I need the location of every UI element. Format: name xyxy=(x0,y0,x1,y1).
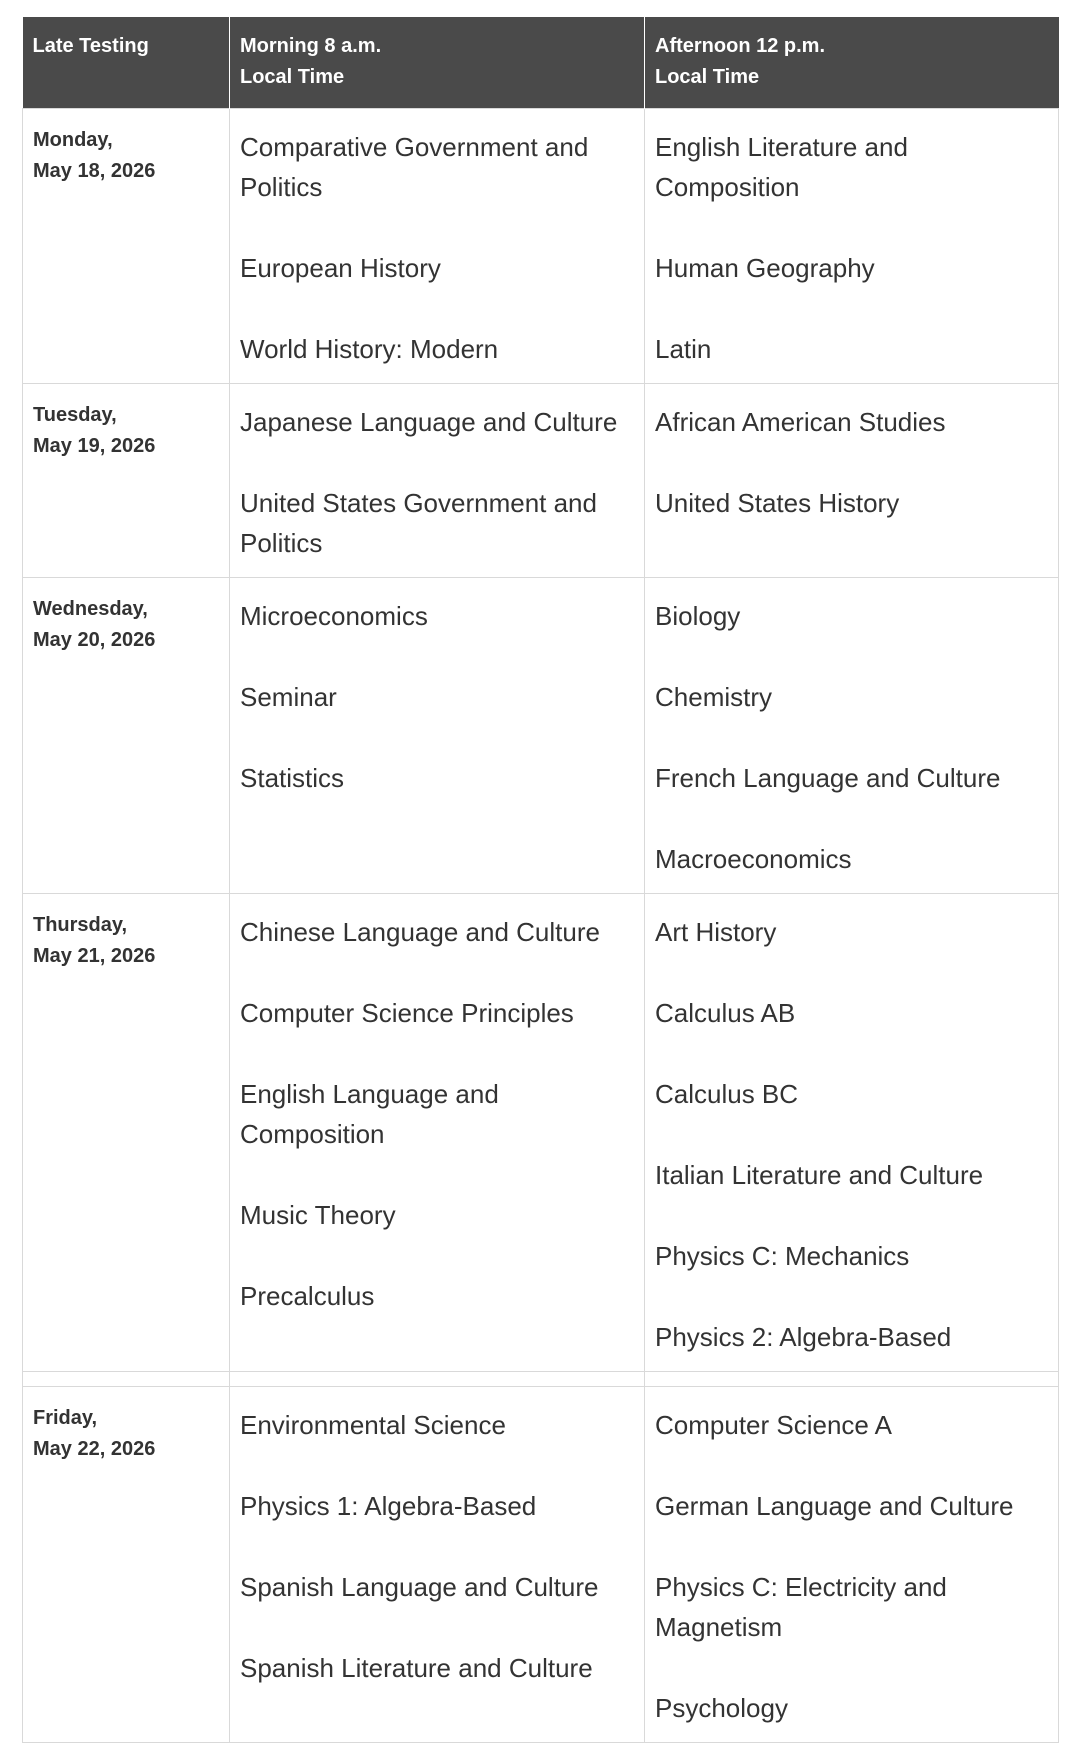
header-afternoon-local: Local Time xyxy=(655,66,760,88)
header-morning xyxy=(230,17,645,109)
exam-item: Physics C: Electricity and Magnetism xyxy=(655,1572,947,1642)
exam-item: Japanese Language and Culture xyxy=(240,407,618,437)
exam-item: Statistics xyxy=(240,763,345,793)
afternoon-exams-cell xyxy=(645,894,1059,1372)
day-date: May 21, 2026 xyxy=(33,945,156,967)
exam-item: Comparative Government and Politics xyxy=(240,132,589,202)
exam-item: English Literature and Composition xyxy=(655,132,908,202)
exam-item: Physics C: Mechanics xyxy=(655,1241,910,1271)
day-cell xyxy=(23,1387,230,1743)
exam-item: Calculus AB xyxy=(655,998,796,1028)
exam-item: United States History xyxy=(655,488,900,518)
spacer-cell xyxy=(23,1372,230,1387)
exam-item: Italian Literature and Culture xyxy=(655,1160,984,1190)
exam-item: Human Geography xyxy=(655,253,875,283)
day-cell xyxy=(23,578,230,894)
exam-item: African American Studies xyxy=(655,407,946,437)
morning-exams-cell xyxy=(230,109,645,384)
exam-item: Art History xyxy=(655,917,777,947)
exam-item: Macroeconomics xyxy=(655,844,852,874)
exam-item: Chemistry xyxy=(655,682,773,712)
exam-item: Precalculus xyxy=(240,1281,375,1311)
exam-item: Seminar xyxy=(240,682,337,712)
exam-item: United States Government and Politics xyxy=(240,488,597,558)
table-row-friday xyxy=(23,1387,1059,1743)
morning-exams-cell xyxy=(230,894,645,1372)
exam-item: Microeconomics xyxy=(240,601,428,631)
day-cell xyxy=(23,894,230,1372)
day-date: May 19, 2026 xyxy=(33,435,156,457)
exam-item: English Language and Composition xyxy=(240,1079,499,1149)
afternoon-exams-cell xyxy=(645,578,1059,894)
table-spacer-row xyxy=(23,1372,1059,1387)
header-morning-time: Morning 8 a.m. xyxy=(240,35,382,57)
header-late-testing-label: Late Testing xyxy=(32,35,149,57)
exam-item: Spanish Literature and Culture xyxy=(240,1653,593,1683)
header-late-testing xyxy=(23,17,230,109)
table-row-wednesday xyxy=(23,578,1059,894)
exam-item: Environmental Science xyxy=(240,1410,506,1440)
exam-item: Calculus BC xyxy=(655,1079,799,1109)
exam-item: World History: Modern xyxy=(240,334,499,364)
table-row-tuesday xyxy=(23,384,1059,578)
exam-item: German Language and Culture xyxy=(655,1491,1014,1521)
exam-item: Latin xyxy=(655,334,712,364)
afternoon-exams-cell xyxy=(645,109,1059,384)
exam-item: Chinese Language and Culture xyxy=(240,917,600,947)
late-testing-schedule-table xyxy=(22,17,1059,1743)
spacer-cell xyxy=(645,1372,1059,1387)
day-date: May 18, 2026 xyxy=(33,160,156,182)
day-cell xyxy=(23,109,230,384)
spacer-cell xyxy=(230,1372,645,1387)
exam-item: European History xyxy=(240,253,441,283)
header-afternoon xyxy=(645,17,1059,109)
exam-item: Computer Science Principles xyxy=(240,998,574,1028)
day-name: Thursday, xyxy=(33,914,128,936)
table-header-row xyxy=(23,17,1059,109)
exam-item: Music Theory xyxy=(240,1200,396,1230)
table-row-thursday xyxy=(23,894,1059,1372)
day-cell xyxy=(23,384,230,578)
afternoon-exams-cell xyxy=(645,1387,1059,1743)
day-date: May 22, 2026 xyxy=(33,1438,156,1460)
morning-exams-cell xyxy=(230,578,645,894)
header-afternoon-time: Afternoon 12 p.m. xyxy=(655,35,826,57)
header-morning-local: Local Time xyxy=(240,66,345,88)
afternoon-exams-cell xyxy=(645,384,1059,578)
day-name: Monday, xyxy=(33,129,113,151)
day-date: May 20, 2026 xyxy=(33,629,156,651)
exam-item: Physics 2: Algebra-Based xyxy=(655,1322,952,1352)
morning-exams-cell xyxy=(230,1387,645,1743)
exam-item: Physics 1: Algebra-Based xyxy=(240,1491,537,1521)
day-name: Wednesday, xyxy=(33,598,148,620)
day-name: Tuesday, xyxy=(33,404,117,426)
exam-item: French Language and Culture xyxy=(655,763,1001,793)
exam-item: Biology xyxy=(655,601,741,631)
exam-item: Psychology xyxy=(655,1693,788,1723)
day-name: Friday, xyxy=(33,1407,98,1429)
morning-exams-cell xyxy=(230,384,645,578)
schedule-container xyxy=(22,17,1058,1743)
exam-item: Computer Science A xyxy=(655,1410,893,1440)
exam-item: Spanish Language and Culture xyxy=(240,1572,599,1602)
table-row-monday xyxy=(23,109,1059,384)
